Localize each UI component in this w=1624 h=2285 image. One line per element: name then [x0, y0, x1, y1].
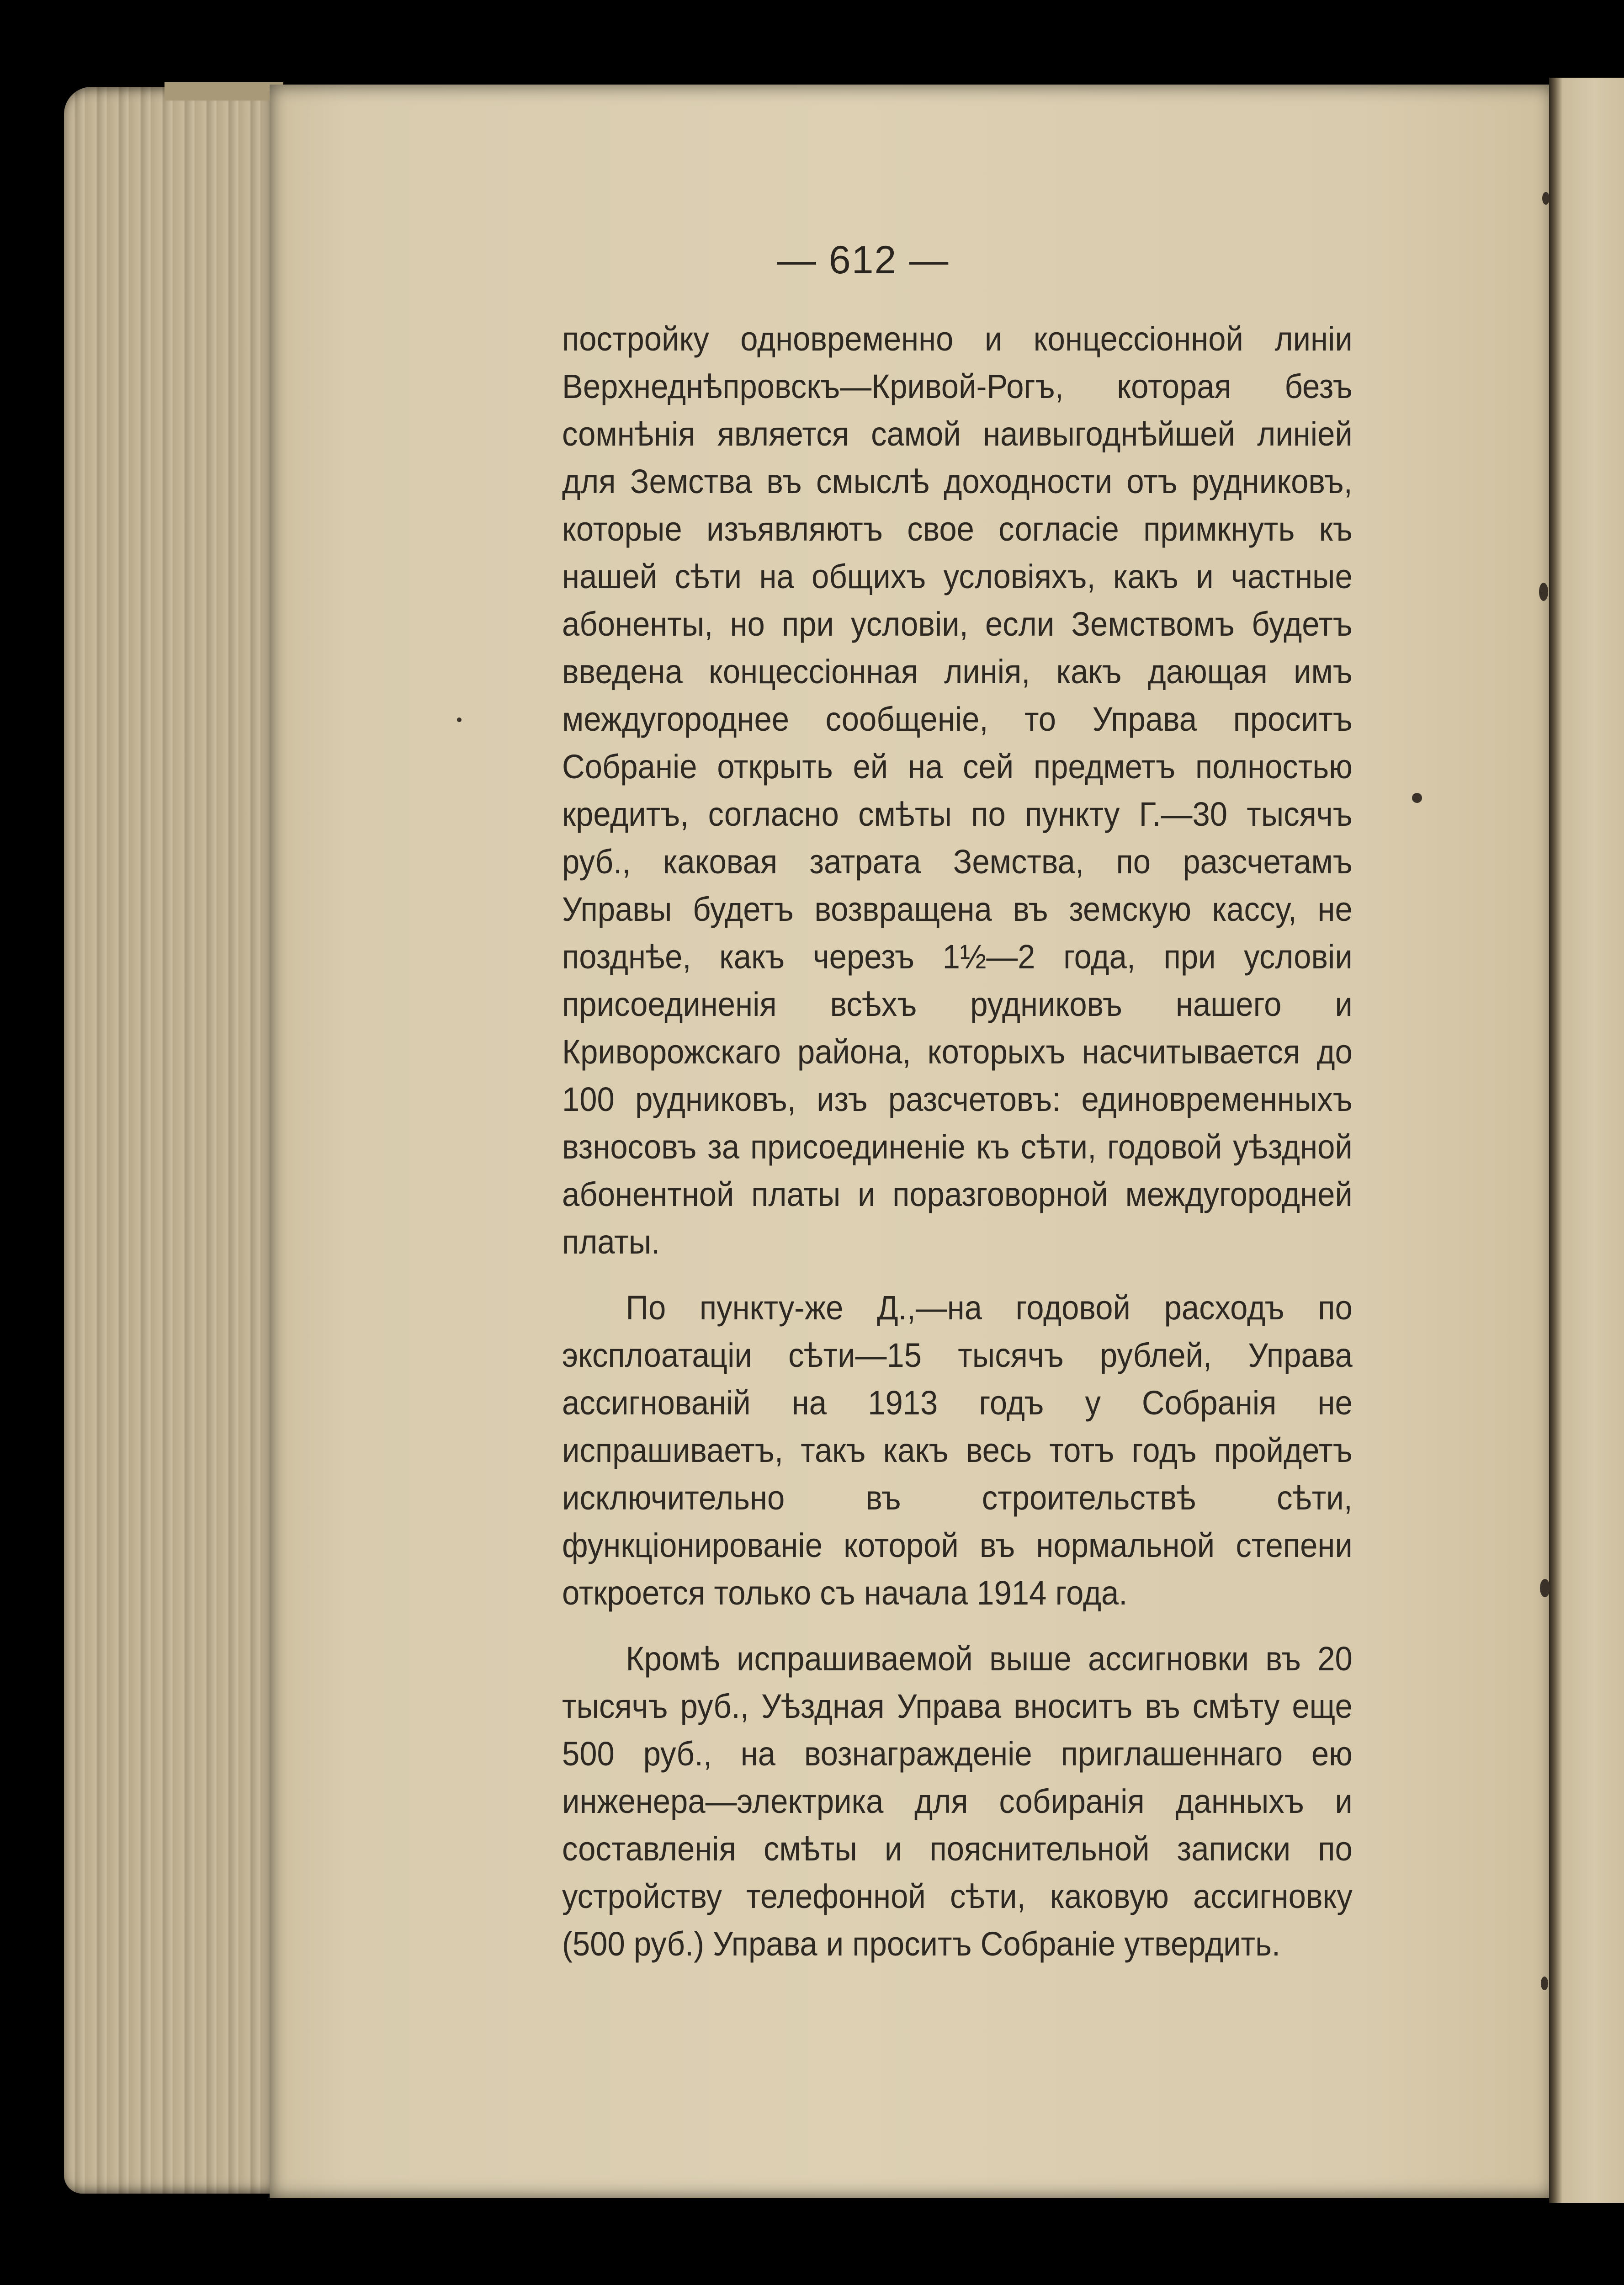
paragraph-2: По пункту-же Д.,—на годовой расходъ по эксплоатаціи сѣти—15 тысячъ рублей, Управа ассигнованій на 1913 годъ у Собранія не испрашиваетъ, такъ какъ весь тотъ годъ пройдетъ исключительно въ строительствѣ сѣти, функціонированіе которой въ нормальной степени откроется только съ начала 1914 года.: [562, 1289, 1353, 1612]
page-body: [562, 315, 1353, 1986]
margin-mark: [1539, 583, 1548, 601]
margin-mark: [1412, 793, 1422, 803]
paragraph-3: Кромѣ испрашиваемой выше ассигновки въ 20 тысячъ руб., Уѣздная Управа вноситъ въ смѣту еще 500 руб., на вознагражденіе приглашеннаго ею инженера—электрика для собиранія данныхъ и составленія смѣты и пояснительной записки по устройству телефонной сѣти, каковую ассигновку (500 руб.) Управа и проситъ Собраніе утвердить.: [562, 1640, 1353, 1963]
margin-mark: [1541, 1977, 1548, 1990]
paragraph-1: постройку одновременно и концессіонной линіи Верхнеднѣпровскъ—Кривой-Рогъ, которая безъ сомнѣнія является самой наивыгоднѣйшей линіей для Земства въ смыслѣ доходности отъ рудниковъ, которые изъявляютъ свое согласіе примкнуть къ нашей сѣти на общихъ условіяхъ, какъ и частные абоненты, но при условіи, если Земствомъ будетъ введена концессіонная линія, какъ дающая имъ междугороднее сообщеніе, то Управа проситъ Собраніе открыть ей на сей предметъ полностью кредитъ, согласно смѣты по пункту Г.—30 тысячъ руб., каковая затрата Земства, по разсчетамъ Управы будетъ возвращена въ земскую кассу, не позднѣе, какъ черезъ 1½—2 года, при условіи присоединенія всѣхъ рудниковъ нашего и Криворожскаго района, которыхъ насчитывается до 100 рудниковъ, изъ разсчетовъ: единовременныхъ взносовъ за присоединеніе къ сѣти, годовой уѣздной абонентной платы и поразговорной междугородней платы.: [562, 320, 1353, 1261]
margin-mark: [1542, 192, 1550, 205]
page-number: — 612 —: [777, 238, 950, 282]
book-page-edges: [64, 87, 279, 2194]
margin-mark: [1540, 1579, 1550, 1597]
next-page-edge: [1549, 78, 1624, 2203]
book-page-edges-top: [165, 82, 283, 101]
margin-mark: [457, 717, 462, 722]
